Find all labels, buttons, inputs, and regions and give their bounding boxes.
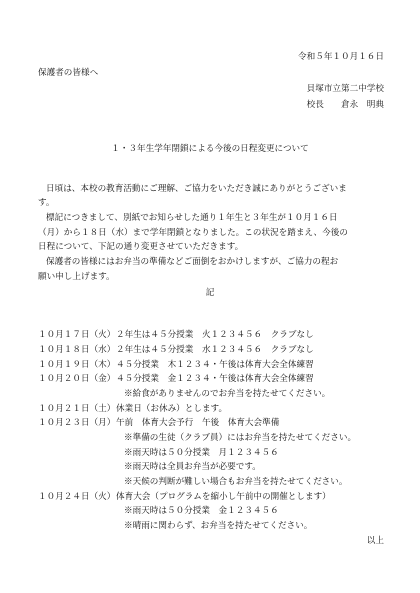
school-name: 貝塚市立第二中学校 [306,84,384,94]
schedule-text: 体育大会（プログラムを縮小し午前中の開催とします） [116,492,331,502]
schedule-note: ※雨天時は５０分授業 金１２３４５６ [124,506,279,516]
schedule-date: １０月２３日（月） [38,418,116,428]
schedule-text: ４５分授業 木１２３４・午後は体育大会全体練習 [116,360,314,370]
schedule-note: ※雨天時は全員お弁当が必要です。 [124,462,261,472]
schedule-date: １０月２１日（土） [38,404,116,414]
schedule-note: ※天候の判断が難しい場合もお弁当を持たせてください。 [124,477,348,487]
paragraph-3-line-1: 保護者の皆様にはお弁当の準備などご面倒をおかけしますが、ご協力の程お [46,257,339,267]
schedule-date: １０月２４日（火） [38,492,116,502]
schedule-date: １０月２０日（金） [38,374,116,384]
schedule-date: １０月１７日（火） [38,330,116,340]
schedule-row [38,360,314,371]
closing-mark: 以上 [366,536,384,546]
paragraph-2-line-3: 日程について、下記の通り変更させていただきます。 [38,242,244,252]
schedule-note: ※準備の生徒（クラブ員）にはお弁当を持たせてください。 [124,433,357,443]
schedule-row [38,492,331,503]
paragraph-3-line-2: 願い申し上げます。 [38,272,115,282]
schedule-note: ※晴雨に関わらず、お弁当を持たせてください。 [124,521,313,531]
paragraph-2-line-1: 標記につきまして、別紙でお知らせした通り１年生と３年生が１０月１６日 [46,213,338,223]
paragraph-2-line-2: （月）から１８日（水）まで学年閉鎖となりました。この状況を踏まえ、今後の [38,228,348,238]
schedule-row [38,418,279,429]
schedule-text: ２年生は４５分授業 火１２３４５６ クラブなし [116,330,314,340]
document-title: １・３年生学年閉鎖による今後の日程変更について [111,144,309,154]
schedule-date: １０月１８日（水） [38,345,116,355]
recipient: 保護者の皆様へ [38,68,99,78]
schedule-text: 休業日（お休み）とします。 [116,404,228,414]
schedule-date: １０月１９日（木） [38,360,116,370]
issue-date: 令和５年１０月１６日 [298,52,384,62]
paragraph-1-line-2: す。 [38,198,55,208]
schedule-note: ※給食がありませんのでお弁当を持たせてください。 [124,389,331,399]
schedule-note: ※雨天時は５０分授業 月１２３４５６ [124,448,279,458]
schedule-row [38,345,314,356]
schedule-text: 午前 体育大会予行 午後 体育大会準備 [116,418,280,428]
ki-heading: 記 [205,288,215,298]
schedule-row [38,374,314,385]
paragraph-1-line-1: 日頃は、本校の教育活動にご理解、ご協力をいただき誠にありがとうございま [46,184,347,194]
schedule-row [38,330,314,341]
principal-name: 校長 倉永 明典 [306,100,384,110]
schedule-row [38,404,227,415]
schedule-text: ２年生は４５分授業 水１２３４５６ クラブなし [116,345,314,355]
schedule-text: ４５分授業 金１２３４・午後は体育大会全体練習 [116,374,314,384]
